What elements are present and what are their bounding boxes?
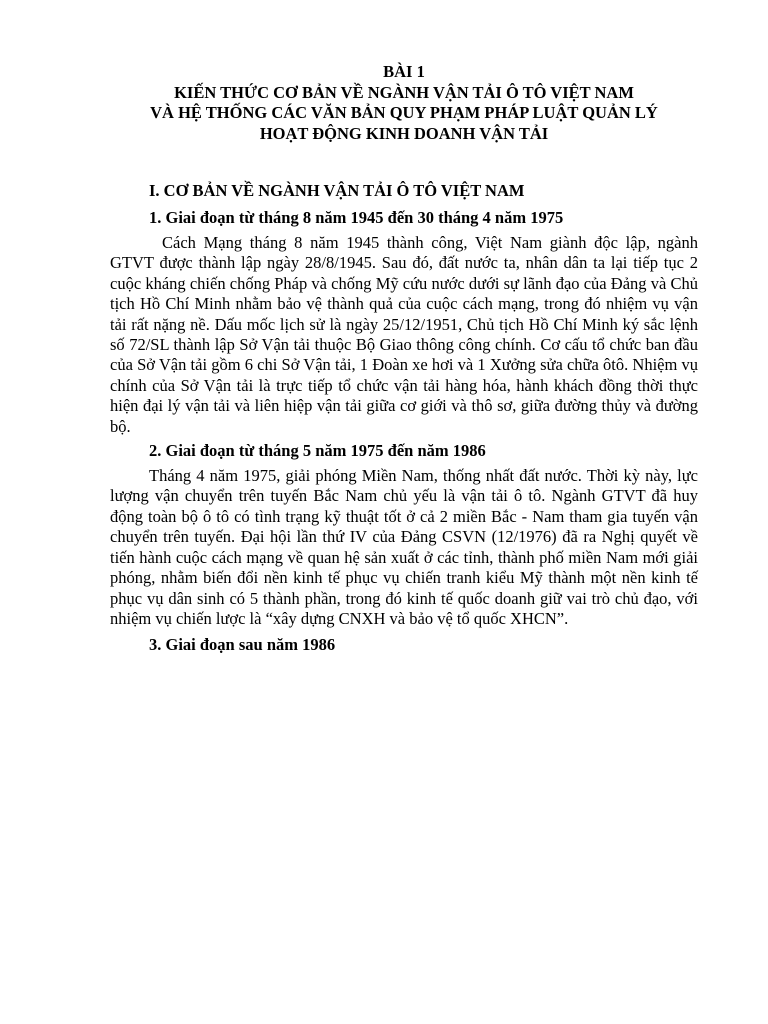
subsection-heading-3: 3. Giai đoạn sau năm 1986 (149, 635, 336, 655)
subsection-heading-1: 1. Giai đoạn từ tháng 8 năm 1945 đến 30 tháng 4 năm 1975 (149, 208, 564, 227)
lesson-title-line-1: KIẾN THỨC CƠ BẢN VỀ NGÀNH VẬN TẢI Ô TÔ VIỆT NAM (174, 82, 634, 102)
lesson-title-line-2: VÀ HỆ THỐNG CÁC VĂN BẢN QUY PHẠM PHÁP LUẬT QUẢN LÝ (150, 103, 658, 122)
lesson-title-line-3: HOẠT ĐỘNG KINH DOANH VẬN TẢI (259, 123, 549, 143)
lesson-title (110, 62, 698, 144)
section-heading: I. CƠ BẢN VỀ NGÀNH VẬN TẢI Ô TÔ VIỆT NAM (149, 181, 525, 200)
paragraph-2: Tháng 4 năm 1975, giải phóng Miền Nam, thống nhất đất nước. Thời kỳ này, lực lượng vận chuyển trên tuyến Bắc Nam chủ yếu là vận tải ô tô. Ngành GTVT đã huy động toàn bộ ô tô có tình trạng kỹ thuật tốt ở cả 2 miền Bắc - Nam tham gia tuyến vận chuyển trên tuyến. Đại hội lần thứ IV của Đảng CSVN (12/1976) đã ra Nghị quyết về tiến hành cuộc cách mạng về quan hệ sản xuất ở các tỉnh, thành phố miền Nam mới giải phóng, nhằm biến đổi nền kinh tế phục vụ chiến tranh kiểu Mỹ thành một nền kinh tế phục vụ dân sinh có 5 thành phần, trong đó kinh tế quốc doanh giữ vai trò chủ đạo, với nhiệm vụ chiến lược là “xây dựng CNXH và bảo vệ tổ quốc XHCN”. (110, 466, 698, 628)
subsection-heading-2: 2. Giai đoạn từ tháng 5 năm 1975 đến năm 1986 (149, 441, 486, 461)
lesson-number: BÀI 1 (383, 62, 425, 81)
document-page (110, 62, 698, 655)
paragraph-1: Cách Mạng tháng 8 năm 1945 thành công, Việt Nam giành độc lập, ngành GTVT được thành lập ngày 28/8/1945. Sau đó, đất nước ta, nhân dân ta lại tiếp tục 2 cuộc kháng chiến chống Pháp và chống Mỹ cứu nước dưới sự lãnh đạo của Đảng và Chủ tịch Hồ Chí Minh nhằm bảo vệ thành quả của cuộc cách mạng, trong đó nhiệm vụ vận tải rất nặng nề. Dấu mốc lịch sử là ngày 25/12/1951, Chủ tịch Hồ Chí Minh ký sắc lệnh số 72/SL thành lập Sở Vận tải thuộc Bộ Giao thông công chính. Cơ cấu tổ chức ban đầu của Sở Vận tải gồm 6 chi Sở Vận tải, 1 Đoàn xe hơi và 1 Xưởng sửa chữa ôtô. Nhiệm vụ chính của Sở Vận tải là trực tiếp tổ chức vận tải hàng hóa, hành khách đồng thời thực hiện đại lý vận tải và liên hiệp vận tải giữa cơ giới và thô sơ, giữa đường thủy và đường bộ. (110, 233, 698, 436)
